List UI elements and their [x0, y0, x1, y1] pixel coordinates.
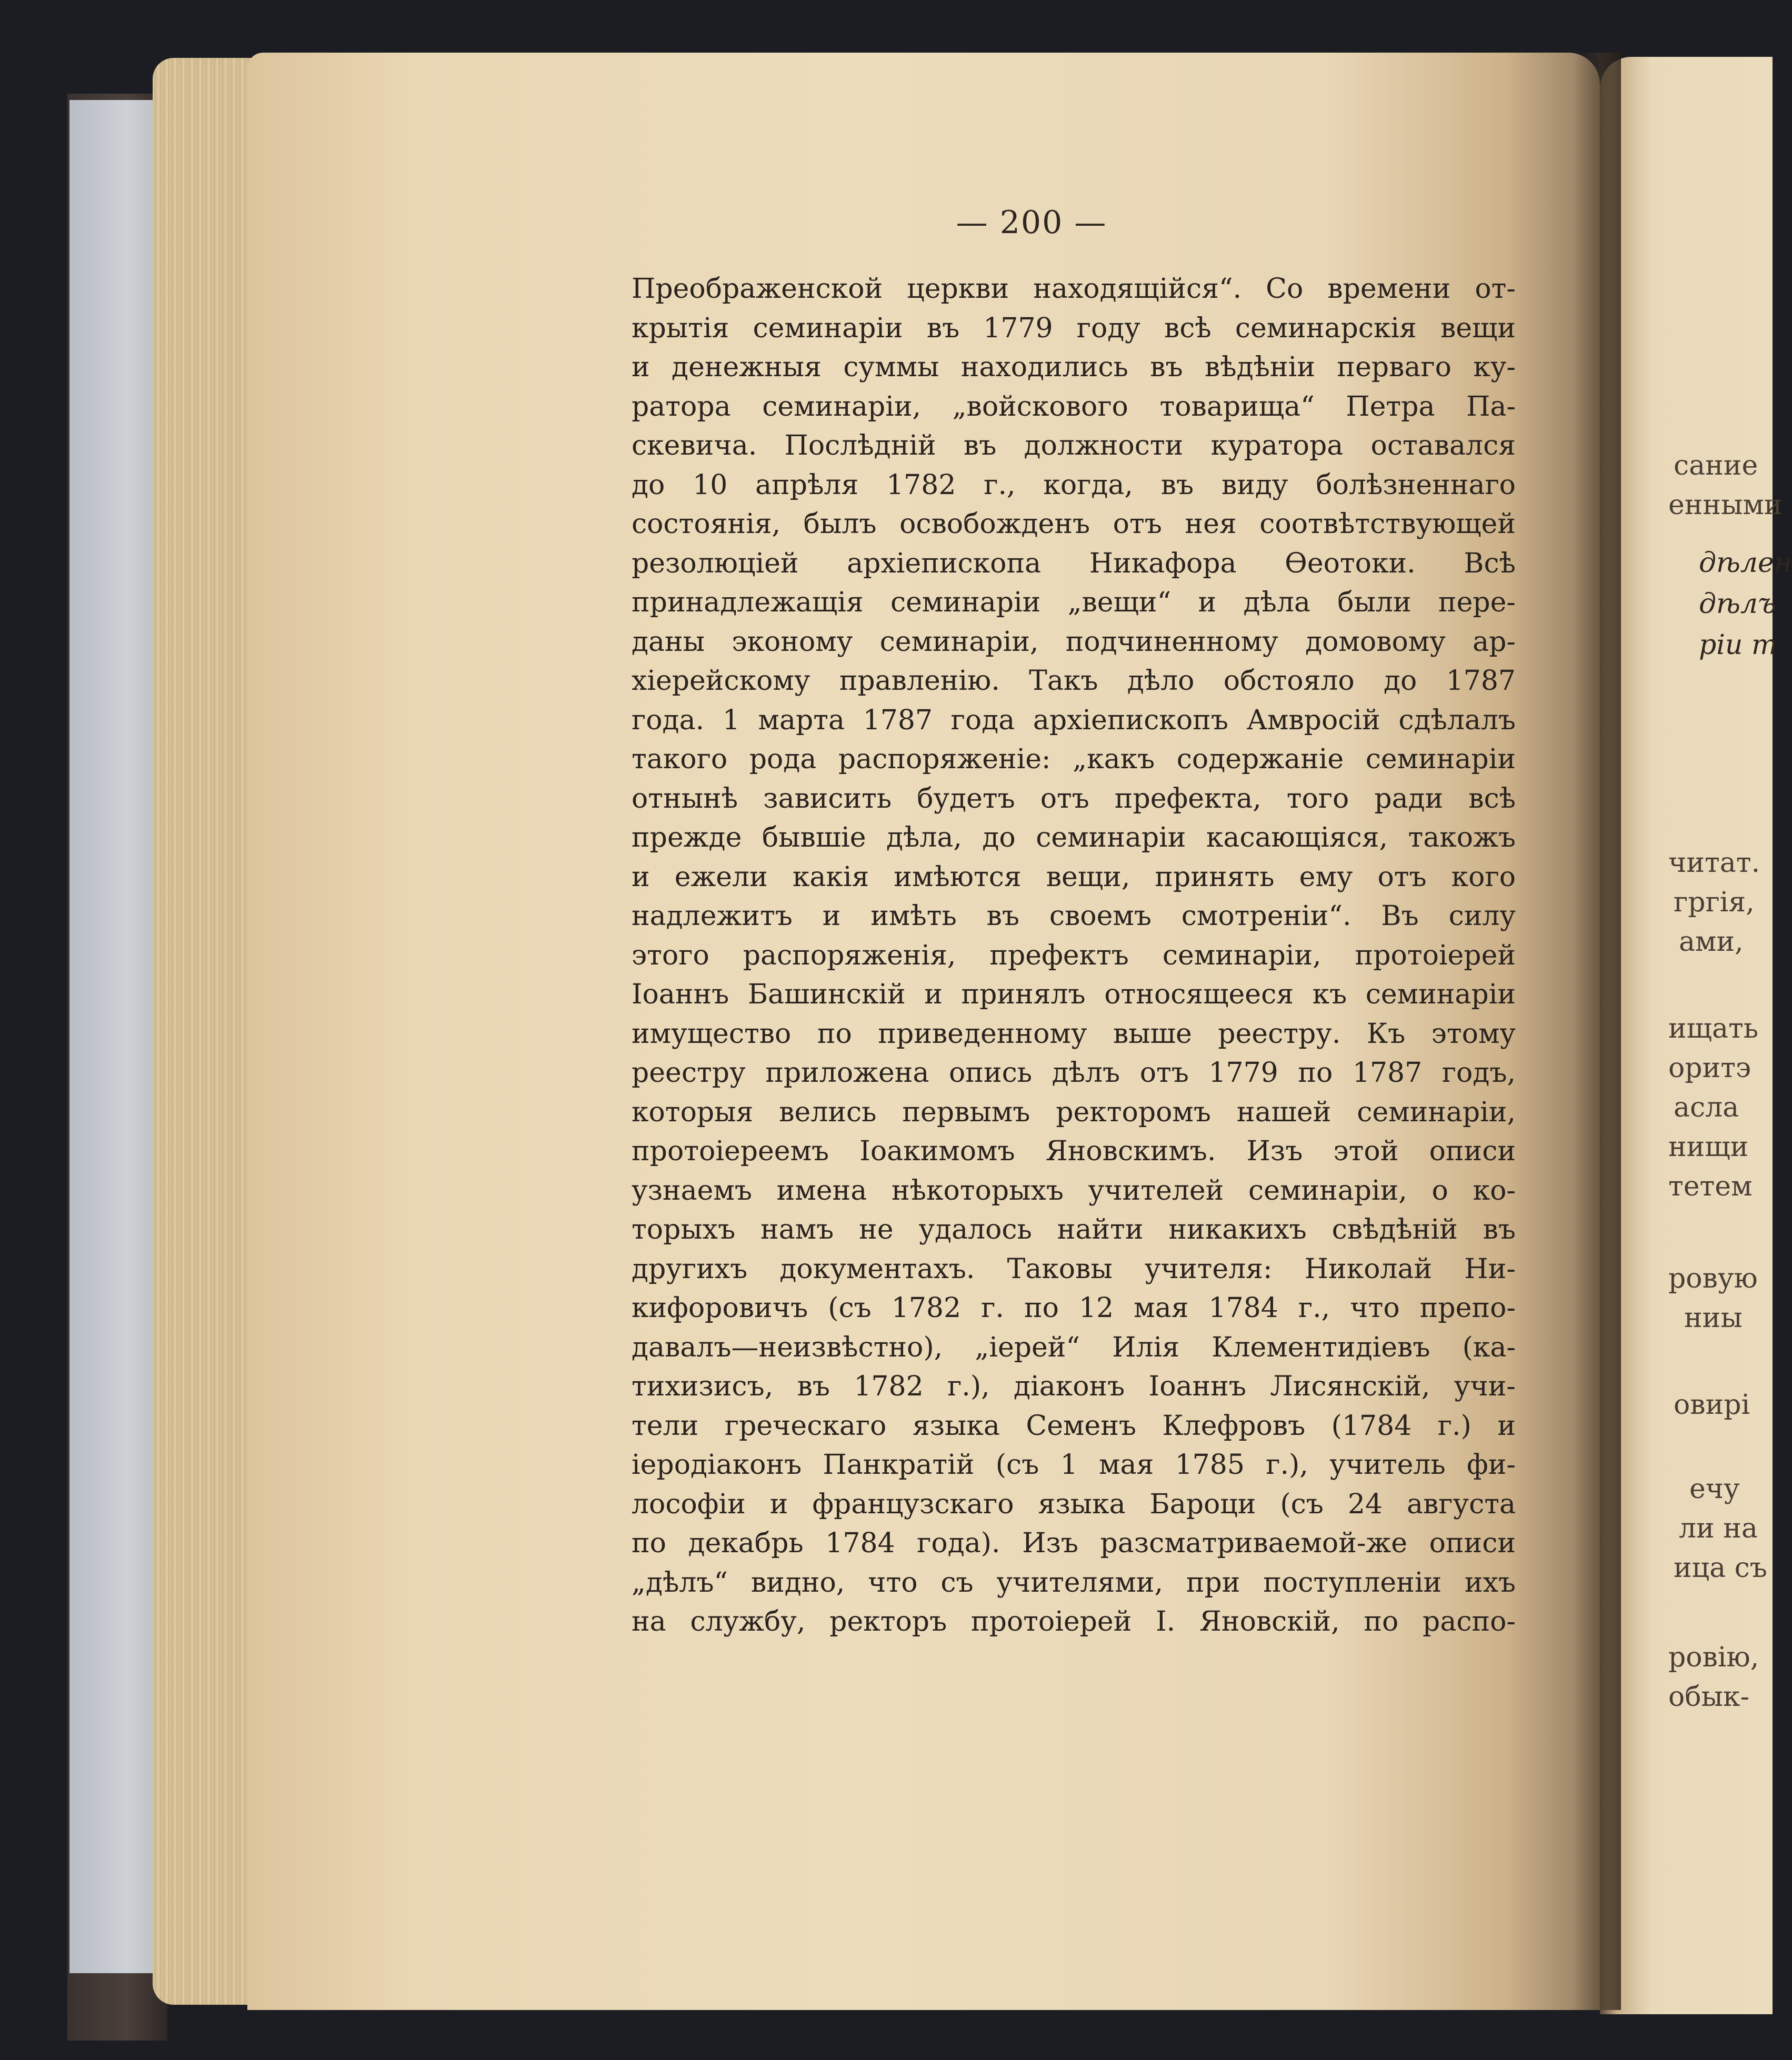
- text-line: до 10 апрѣля 1782 г., когда, въ виду болѣзненнаго: [632, 469, 1516, 501]
- text-line: „дѣлъ“ видно, что съ учителями, при поступленіи ихъ: [632, 1566, 1516, 1599]
- text-line: и ежели какія имѣются вещи, принять ему отъ кого: [632, 861, 1516, 893]
- text-line: принадлежащія семинаріи „вещи“ и дѣла были пере-: [632, 587, 1516, 618]
- right-page-fragment: овирі: [1674, 1389, 1750, 1421]
- text-line: протоіереемъ Іоакимомъ Яновскимъ. Изъ этой описи: [632, 1135, 1516, 1167]
- right-page-fragment: ровую: [1668, 1263, 1758, 1294]
- text-line: ратора семинаріи, „войскового товарища“ Петра Па-: [632, 390, 1516, 423]
- text-line: этого распоряженія, префектъ семинаріи, протоіерей: [632, 939, 1516, 971]
- text-line: имущество по приведенному выше реестру. Къ этому: [632, 1018, 1516, 1050]
- right-page-fragment: ица съ: [1674, 1552, 1767, 1584]
- text-line: года. 1 марта 1787 года архіепископъ Амвросій сдѣлалъ: [632, 704, 1516, 736]
- right-page-fragment: дѣлен: [1699, 547, 1792, 579]
- text-line: на службу, ректоръ протоіерей І. Яновскій, по распо-: [632, 1606, 1516, 1637]
- text-line: которыя велись первымъ ректоромъ нашей семинаріи,: [632, 1096, 1516, 1128]
- gutter-shadow: [1574, 53, 1621, 2010]
- text-line: іеродіаконъ Панкратій (съ 1 мая 1785 г.), учитель фи-: [632, 1449, 1516, 1481]
- text-line: другихъ документахъ. Таковы учителя: Николай Ни-: [632, 1253, 1516, 1285]
- text-line: хіерейскому правленію. Такъ дѣло обстояло до 1787: [632, 665, 1516, 697]
- text-line: скевича. Послѣдній въ должности куратора оставался: [632, 430, 1516, 461]
- right-page-fragment: енными: [1668, 489, 1783, 521]
- right-page-fragment: сание: [1674, 450, 1758, 481]
- right-page-fragment: ами,: [1679, 926, 1744, 958]
- text-line: тели греческаго языка Семенъ Клефровъ (1784 г.) и: [632, 1410, 1516, 1442]
- text-line: Преображенской церкви находящійся“. Со времени от-: [632, 273, 1516, 305]
- right-page-fragment: ровію,: [1668, 1642, 1759, 1673]
- text-line: лософіи и французскаго языка Бароци (съ 24 августа: [632, 1488, 1516, 1520]
- text-line: такого рода распоряженіе: „какъ содержаніе семинаріи: [632, 743, 1516, 775]
- text-line: тихизисъ, въ 1782 г.), діаконъ Іоаннъ Лисянскій, учи-: [632, 1371, 1516, 1402]
- text-line: состоянія, былъ освобожденъ отъ нея соотвѣтствующей: [632, 508, 1516, 540]
- text-line: кифоровичъ (съ 1782 г. по 12 мая 1784 г., что препо-: [632, 1292, 1516, 1324]
- text-line: реестру приложена опись дѣлъ отъ 1779 по 1787 годъ,: [632, 1057, 1516, 1089]
- right-page-fragment: гргія,: [1674, 887, 1755, 918]
- text-line: резолюціей архіепископа Никафора Ѳеотоки. Всѣ: [632, 547, 1516, 579]
- text-line: отнынѣ зависить будетъ отъ префекта, того ради всѣ: [632, 782, 1516, 815]
- right-page-fragment: дѣлъ: [1699, 588, 1776, 620]
- right-page-fragment: ниы: [1684, 1302, 1743, 1334]
- right-page-fragment: обык-: [1668, 1681, 1750, 1713]
- text-line: узнаемъ имена нѣкоторыхъ учителей семинаріи, о ко-: [632, 1174, 1516, 1207]
- right-page-fragment: нищи: [1668, 1131, 1749, 1163]
- text-line: даны эконому семинаріи, подчиненному домовому ар-: [632, 626, 1516, 658]
- text-line: Іоаннъ Башинскій и принялъ относящееся къ семинаріи: [632, 979, 1516, 1010]
- text-line: надлежитъ и имѣть въ своемъ смотреніи“. Въ силу: [632, 900, 1516, 932]
- body-text: [632, 269, 1516, 1642]
- right-page-fragment: ріи т: [1699, 629, 1778, 661]
- text-line: торыхъ намъ не удалось найти никакихъ свѣдѣній въ: [632, 1214, 1516, 1245]
- right-page-fragment: оритэ: [1668, 1052, 1751, 1084]
- text-line: давалъ—неизвѣстно), „іерей“ Илія Клементидіевъ (ка-: [632, 1331, 1516, 1363]
- right-page-fragment: ли на: [1679, 1513, 1758, 1544]
- text-line: прежде бывшіе дѣла, до семинаріи касающіяся, такожъ: [632, 822, 1516, 853]
- page-number: — 200 —: [956, 204, 1107, 241]
- text-line: и денежныя суммы находились въ вѣдѣніи перваго ку-: [632, 351, 1516, 383]
- right-page-fragment: асла: [1674, 1092, 1739, 1123]
- right-page-fragment: читат.: [1668, 847, 1760, 879]
- right-page-fragment: ищать: [1668, 1013, 1759, 1044]
- right-page-fragment: ечу: [1689, 1473, 1740, 1505]
- text-line: по декабрь 1784 года). Изъ разсматриваемой-же описи: [632, 1528, 1516, 1559]
- right-page-fragment: тетем: [1668, 1171, 1753, 1202]
- text-line: крытія семинаріи въ 1779 году всѣ семинарскія вещи: [632, 312, 1516, 344]
